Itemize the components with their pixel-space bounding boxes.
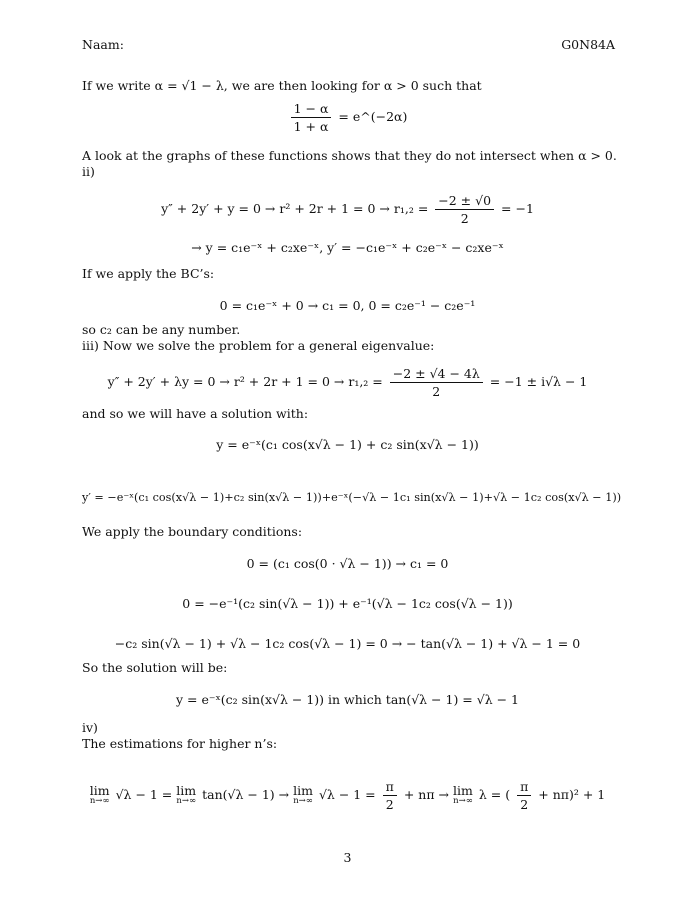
limit-2 (176, 782, 197, 807)
equation-7: y′ = −e⁻ˣ(c₁ cos(x√λ − 1)+c₂ sin(x√λ − 1))+e⁻ˣ(−√λ − 1c₁ sin(x√λ − 1)+√λ − 1c₂ cos(x√λ − 1)) (82, 491, 622, 504)
equation-12-part-a: √λ − 1 = (115, 787, 173, 802)
equation-5-rhs: = −1 ± i√λ − 1 (489, 374, 588, 389)
equation-12-part-f: + nπ)² + 1 (538, 787, 606, 802)
equation-5-lhs: y″ + 2y′ + λy = 0 → r² + 2r + 1 = 0 → r₁,₂ = (107, 374, 383, 389)
equation-12-part-d: + nπ → (403, 787, 450, 802)
limit-word: lim (293, 782, 313, 798)
header-name-label: Naam: (82, 37, 124, 52)
equation-12-part-c: √λ − 1 = (318, 787, 376, 802)
equation-6: y = e⁻ˣ(c₁ cos(x√λ − 1) + c₂ sin(x√λ − 1)) (216, 437, 479, 452)
equation-12-part-b: tan(√λ − 1) → (202, 787, 290, 802)
equation-8: 0 = (c₁ cos(0 · √λ − 1)) → c₁ = 0 (246, 556, 449, 571)
equation-2-denominator: 2 (460, 211, 469, 226)
equation-4: 0 = c₁e⁻ˣ + 0 → c₁ = 0, 0 = c₂e⁻¹ − c₂e⁻¹ (219, 298, 476, 313)
equation-2-rhs: = −1 (501, 201, 534, 216)
limit-subscript: n→∞ (293, 795, 313, 806)
header-code: G0N84A (561, 37, 615, 52)
equation-2-fraction (435, 192, 494, 227)
solution-intro: and so we will have a solution with: (82, 406, 309, 421)
limit-subscript: n→∞ (89, 795, 110, 806)
equation-2-lhs: y″ + 2y′ + y = 0 → r² + 2r + 1 = 0 → r₁,₂ = (161, 201, 429, 216)
equation-12-part-e: λ = ( (478, 787, 511, 802)
limit-3 (293, 782, 313, 807)
limit-word: lim (176, 782, 197, 798)
pi-numerator: π (517, 778, 531, 796)
equation-5-fraction (390, 365, 483, 400)
graphs-note: A look at the graphs of these functions shows that they do not intersect when α > 0. (82, 148, 617, 163)
equation-5-denominator: 2 (432, 384, 441, 399)
limit-1 (89, 782, 110, 807)
equation-3: → y = c₁e⁻ˣ + c₂xe⁻ˣ, y′ = −c₁e⁻ˣ + c₂e⁻ˣ − c₂xe⁻ˣ (191, 240, 504, 255)
equation-10: −c₂ sin(√λ − 1) + √λ − 1c₂ cos(√λ − 1) = 0 → − tan(√λ − 1) + √λ − 1 = 0 (114, 636, 581, 651)
limit-subscript: n→∞ (453, 795, 473, 806)
equation-11: y = e⁻ˣ(c₂ sin(x√λ − 1)) in which tan(√λ − 1) = √λ − 1 (175, 692, 520, 707)
two-denominator: 2 (385, 797, 394, 812)
bc-intro: If we apply the BC’s: (82, 266, 215, 281)
part-iv-label: iv) (82, 720, 98, 735)
equation-1-denominator: 1 + α (293, 119, 329, 134)
pi-numerator: π (383, 778, 397, 796)
page-number: 3 (343, 850, 352, 865)
equation-2-numerator: −2 ± √0 (435, 192, 494, 210)
equation-5-numerator: −2 ± √4 − 4λ (390, 365, 483, 383)
estimations-text: The estimations for higher n’s: (82, 736, 278, 751)
equation-1-fraction (291, 100, 332, 135)
intro-text: If we write α = √1 − λ, we are then looking for α > 0 such that (82, 78, 482, 93)
two-denominator: 2 (520, 797, 529, 812)
limit-word: lim (453, 782, 473, 798)
c2-note: so c₂ can be any number. (82, 322, 241, 337)
equation-5 (0, 365, 695, 400)
part-iii-label: iii) Now we solve the problem for a general eigenvalue: (82, 338, 435, 353)
equation-12 (0, 778, 695, 813)
equation-2 (0, 192, 695, 227)
so-solution-text: So the solution will be: (82, 660, 228, 675)
equation-1-rhs: = e^(−2α) (338, 109, 408, 124)
equation-9: 0 = −e⁻¹(c₂ sin(√λ − 1)) + e⁻¹(√λ − 1c₂ cos(√λ − 1)) (182, 596, 513, 611)
part-ii-label: ii) (82, 164, 95, 179)
limit-word: lim (89, 782, 110, 798)
equation-1 (0, 100, 695, 135)
limit-4 (453, 782, 473, 807)
limit-subscript: n→∞ (176, 795, 197, 806)
pi-over-two-fraction-2 (517, 778, 531, 813)
equation-1-numerator: 1 − α (291, 100, 332, 118)
apply-bc-text: We apply the boundary conditions: (82, 524, 303, 539)
pi-over-two-fraction (383, 778, 397, 813)
